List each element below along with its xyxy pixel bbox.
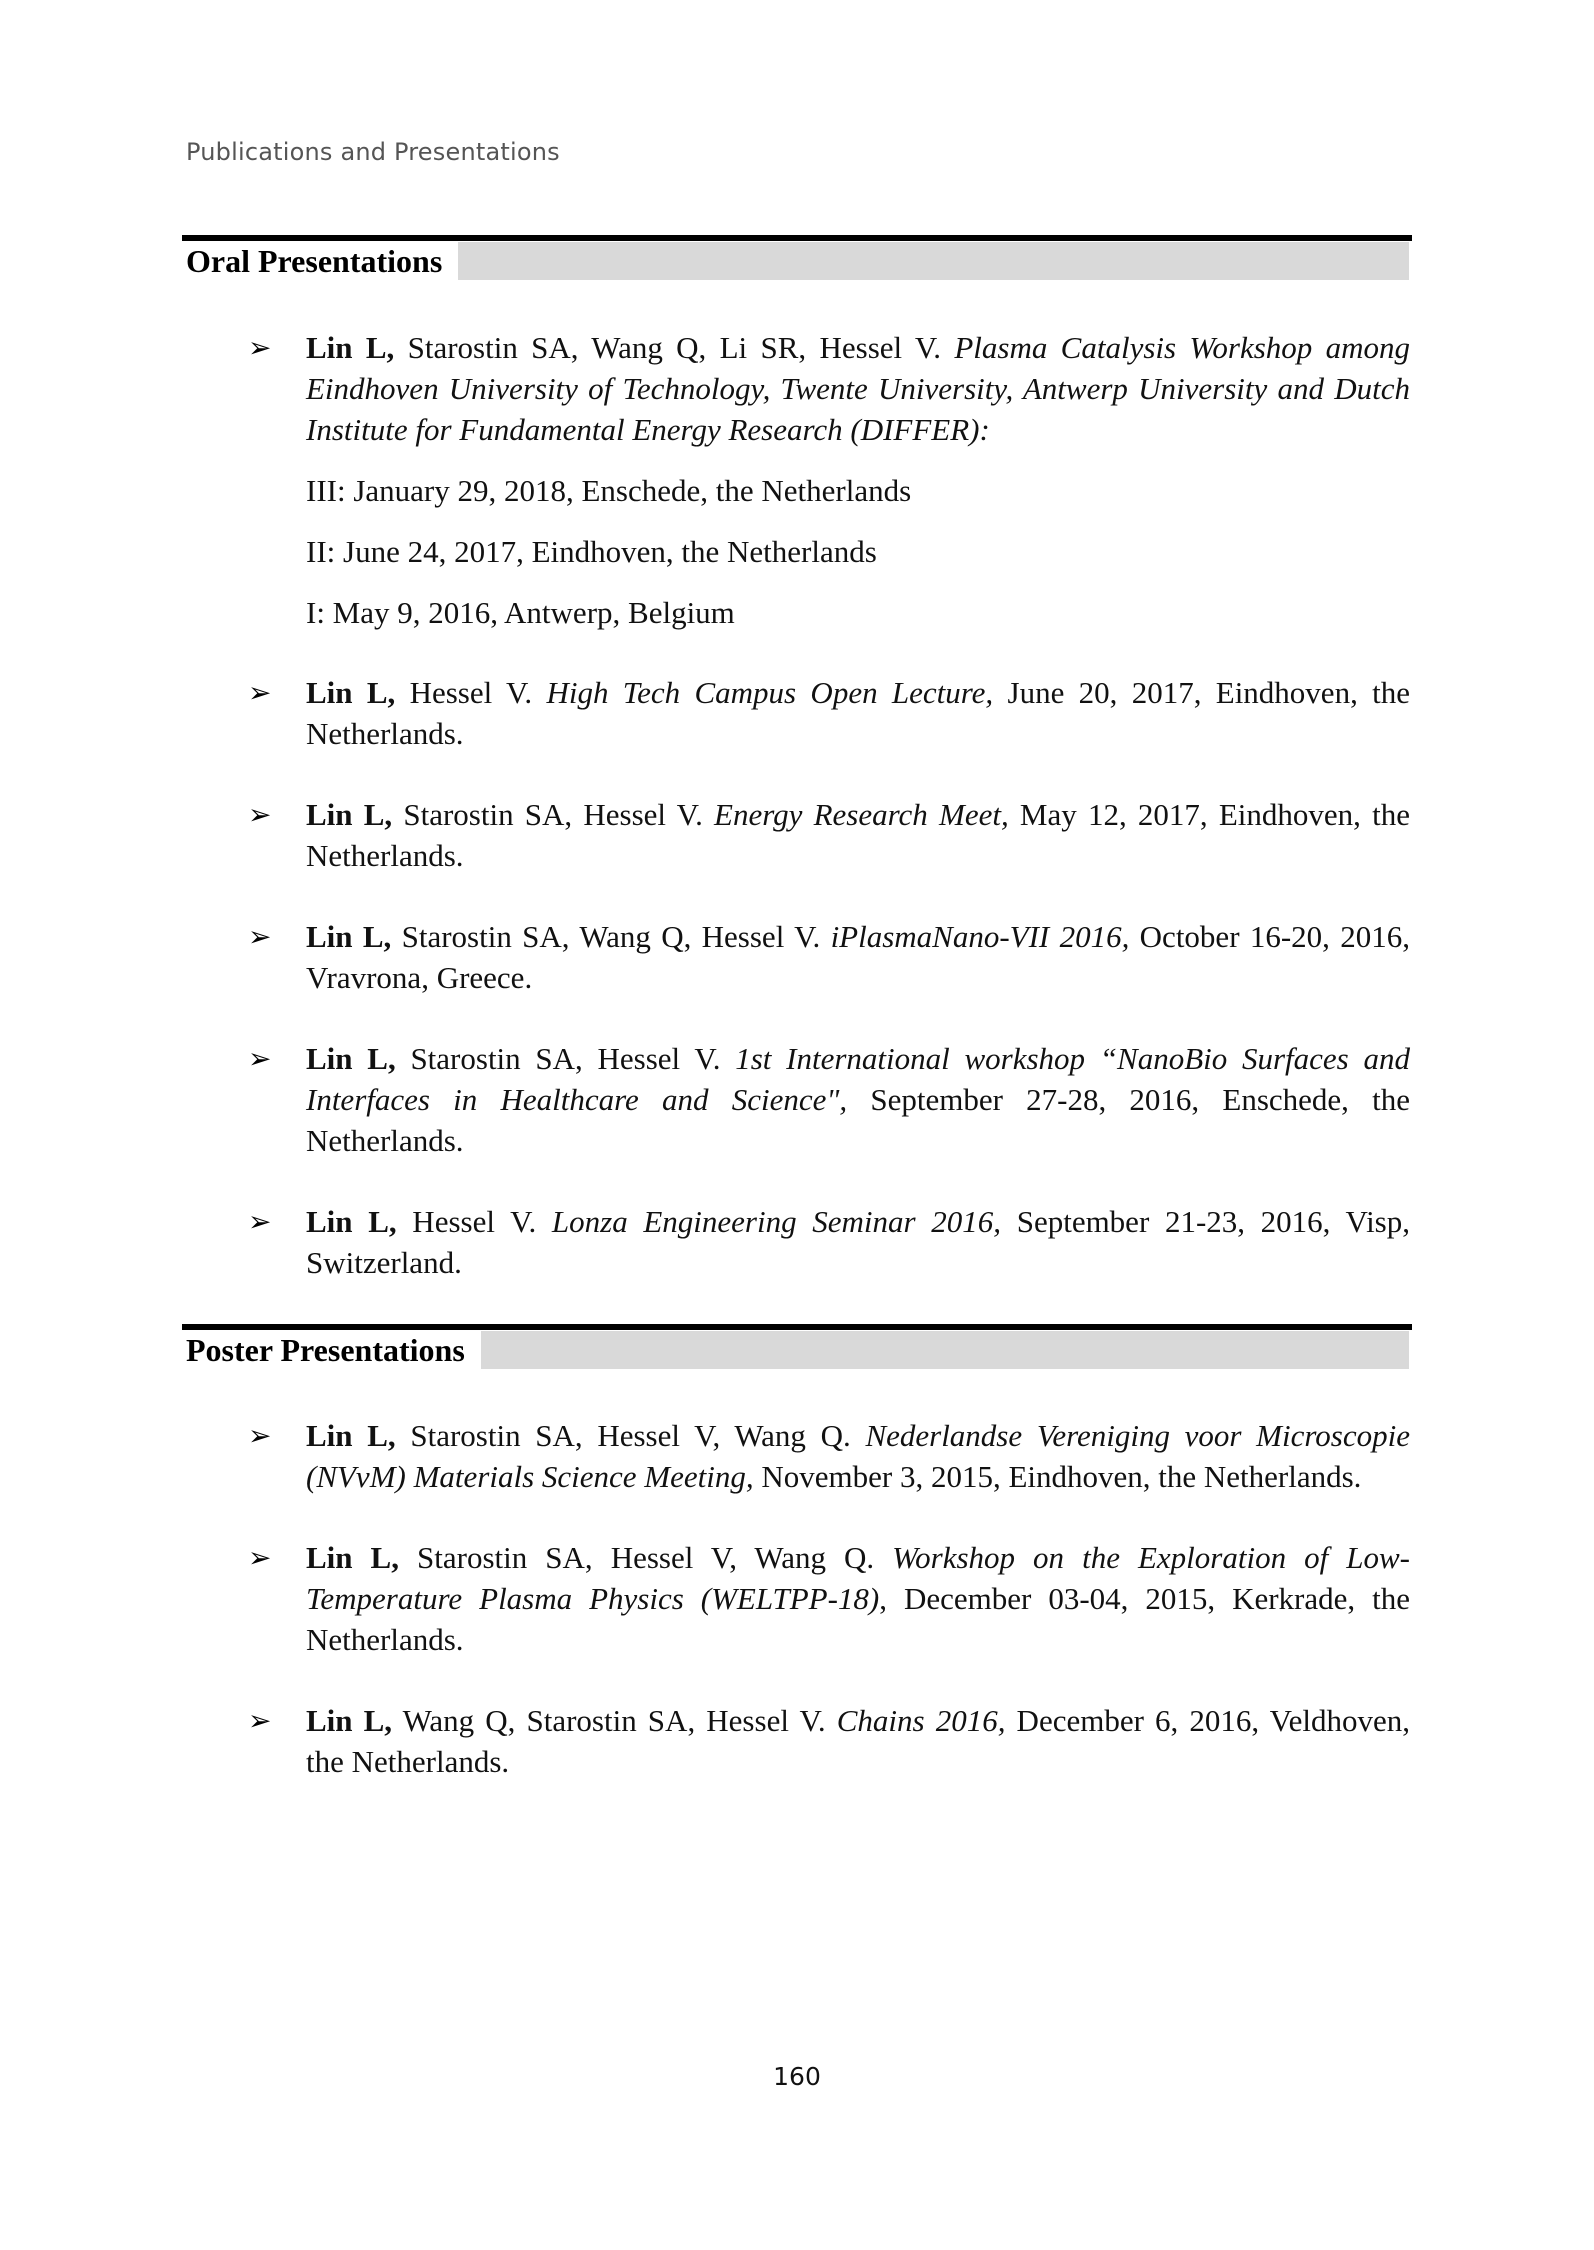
entry-coauthors: Starostin SA, Hessel V, Wang Q.	[395, 1418, 866, 1453]
section-heading-poster	[182, 1324, 1412, 1369]
entry-coauthors: Starostin SA, Hessel V.	[392, 797, 715, 832]
list-item	[248, 916, 1410, 998]
section-bar	[184, 242, 1409, 280]
entry-venue: Plasma Catalysis Workshop among Eindhoven University of Technology, Twente University, Antwerp University and Dutch Institute for Fundamental Energy Research (DIFFER):	[306, 330, 1410, 447]
entry-venue: Energy Research Meet,	[714, 797, 1009, 832]
list-item	[248, 1415, 1410, 1497]
arrow-bullet-icon: ➢	[248, 1541, 272, 1574]
entry-details: October 16-20, 2016, Vravrona, Greece.	[306, 919, 1410, 995]
arrow-bullet-icon: ➢	[248, 798, 272, 831]
page-number: 160	[773, 2062, 821, 2091]
entry-text	[306, 916, 1410, 998]
arrow-bullet-icon: ➢	[248, 1419, 272, 1452]
workshop-edition: II: June 24, 2017, Eindhoven, the Netherlands	[306, 534, 877, 569]
arrow-bullet-icon: ➢	[248, 920, 272, 953]
workshop-edition: I: May 9, 2016, Antwerp, Belgium	[306, 595, 735, 630]
entry-coauthors: Starostin SA, Wang Q, Li SR, Hessel V.	[394, 330, 955, 365]
list-item	[248, 1537, 1410, 1660]
section-rule	[182, 1324, 1412, 1330]
entry-details: September 21-23, 2016, Visp, Switzerland.	[306, 1204, 1410, 1280]
entry-coauthors: Starostin SA, Hessel V, Wang Q.	[399, 1540, 893, 1575]
list-item	[248, 327, 1410, 633]
entry-coauthors: Hessel V.	[396, 1204, 552, 1239]
entry-text	[306, 672, 1410, 754]
entry-venue: High Tech Campus Open Lecture,	[546, 675, 994, 710]
arrow-bullet-icon: ➢	[248, 1704, 272, 1737]
section-title: Poster Presentations	[184, 1331, 481, 1369]
list-item	[248, 672, 1410, 754]
entry-details: May 12, 2017, Eindhoven, the Netherlands.	[306, 797, 1410, 873]
list-item	[248, 1201, 1410, 1283]
list-item	[248, 794, 1410, 876]
section-heading-oral	[182, 235, 1412, 280]
entry-venue: iPlasmaNano-VII 2016,	[830, 919, 1130, 954]
entry-details: June 20, 2017, Eindhoven, the Netherlands.	[306, 675, 1410, 751]
entry-author: Lin L,	[306, 1418, 396, 1453]
section-bar	[184, 1331, 1409, 1369]
arrow-bullet-icon: ➢	[248, 676, 272, 709]
arrow-bullet-icon: ➢	[248, 331, 272, 364]
entry-details: December 6, 2016, Veldhoven, the Netherlands.	[306, 1703, 1410, 1779]
entry-author: Lin L,	[306, 797, 393, 832]
entry-details: September 27-28, 2016, Enschede, the Netherlands.	[306, 1082, 1410, 1158]
entry-coauthors: Wang Q, Starostin SA, Hessel V.	[392, 1703, 837, 1738]
entry-author: Lin L,	[306, 1540, 399, 1575]
entry-details: , December 03-04, 2015, Kerkrade, the Netherlands.	[306, 1581, 1410, 1657]
entry-text	[306, 1201, 1410, 1283]
entry-venue: Nederlandse Vereniging voor Microscopie (NVvM) Materials Science Meeting,	[306, 1418, 1410, 1494]
entry-venue: Lonza Engineering Seminar 2016,	[551, 1204, 1002, 1239]
arrow-bullet-icon: ➢	[248, 1205, 272, 1238]
entry-venue: 1st International workshop “NanoBio Surfaces and Interfaces in Healthcare and Science",	[306, 1041, 1410, 1117]
workshop-edition: III: January 29, 2018, Enschede, the Netherlands	[306, 473, 912, 508]
entry-venue: Workshop on the Exploration of Low-Temperature Plasma Physics (WELTPP-18)	[306, 1540, 1410, 1616]
list-item	[248, 1700, 1410, 1782]
entry-author: Lin L,	[306, 919, 392, 954]
running-header: Publications and Presentations	[186, 138, 560, 166]
entry-author: Lin L,	[306, 1204, 397, 1239]
entry-author: Lin L,	[306, 330, 395, 365]
section-rule	[182, 235, 1412, 241]
entry-text	[306, 1537, 1410, 1660]
section-title: Oral Presentations	[184, 242, 458, 280]
entry-author: Lin L,	[306, 1703, 393, 1738]
entry-coauthors: Hessel V.	[395, 675, 547, 710]
entry-author: Lin L,	[306, 675, 396, 710]
entry-details: November 3, 2015, Eindhoven, the Netherlands.	[753, 1459, 1362, 1494]
entry-coauthors: Starostin SA, Hessel V.	[395, 1041, 736, 1076]
entry-text	[306, 1415, 1410, 1497]
entry-author: Lin L,	[306, 1041, 396, 1076]
entry-text	[306, 1038, 1410, 1161]
arrow-bullet-icon: ➢	[248, 1042, 272, 1075]
entry-coauthors: Starostin SA, Wang Q, Hessel V.	[391, 919, 831, 954]
entry-venue: Chains 2016,	[836, 1703, 1006, 1738]
entry-text	[306, 1700, 1410, 1782]
entry-text	[306, 327, 1410, 450]
list-item	[248, 1038, 1410, 1161]
entry-text	[306, 794, 1410, 876]
